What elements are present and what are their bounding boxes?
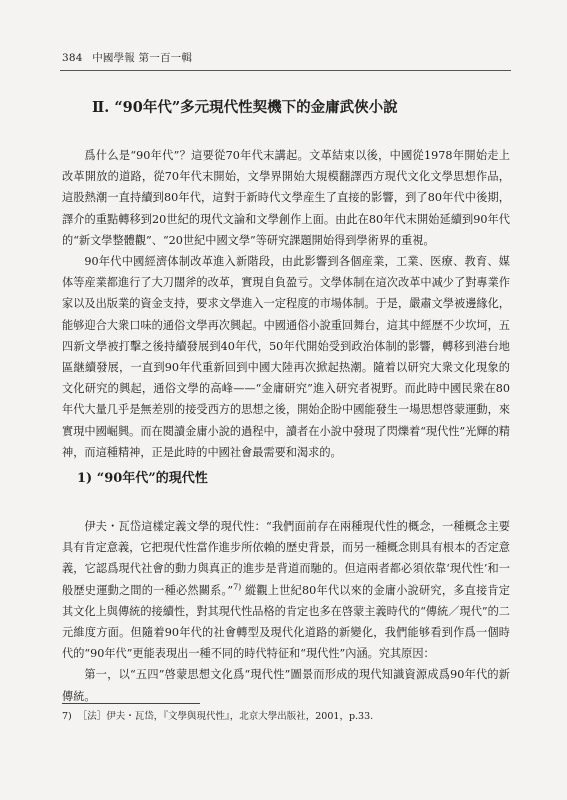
paragraph: 90年代中國經濟体制改革進入新階段，由此影響到各個産業，工業、医療、教育、媒体等産業都進行了大刀闊斧的改革，實現自負盈亏。文學体制在這次改革中减少了對專業作家以及出版業的資金支持，要求文學進入一定程度的市場体制。于是，嚴肅文學被邊緣化，能够迎合大衆口味的通俗文學再次興起。中國通俗小說重回舞台，這其中經歴不少坎坷，五四新文學被打擊之後持續發展到40年代，50年代開始受到政治体制的影響，轉移到港台地區継續發展，一直到90年代重新回到中國大陸再次掀起热潮。隨着以研究大衆文化現象的文化研究的興起，通俗文學的高峰——“金庸研究”進入研究者視野。而此時中國民衆在80年代大量几乎是無差別的接受西方的思想之後，開始企盼中國能發生一場思想啓蒙運動，來實現中國崛興。而在閱讀金庸小說的過程中，讀者在小說中發現了閃爍着“現代性”光輝的精神，而這種精神，正是此時的中國社會最需要和渴求的。 <box>62 255 510 459</box>
footnote-reference[interactable]: 7) <box>233 581 242 591</box>
footnote-text: ［法］伊夫・瓦岱，『文學與現代性』，北京大學出版社，2001，p.33. <box>77 711 374 722</box>
body-text-subsection <box>62 516 510 707</box>
footnote-number: 7) <box>62 711 72 722</box>
footnote <box>62 710 510 724</box>
section-title: Ⅱ. “90年代”多元現代性契機下的金庸武俠小說 <box>92 99 398 116</box>
paragraph-text: 伊夫・瓦岱這樣定義文學的現代性：“我們面前存在兩種現代性的概念，一種概念主要具有肯定意義，它把現代性當作進步所依賴的歴史背景，而另一種概念則具有根本的否定意義，它認爲現代社會的動力與真正的進步是背道而馳的。但這兩者都必須依靠‘現代性’和一般歴史運動之間的一種必然關系。” <box>62 520 510 597</box>
page-number: 384 <box>62 52 83 64</box>
paragraph <box>62 516 510 664</box>
paragraph: 爲什么是“90年代”？這要從70年代末講起。文革結束以後，中國從1978年開始走上改革開放的道路，從70年代末開始，文學界開始大規模翻譯西方現代文化文學思想作品，這股熱潮一直持續到80年代，這對于新時代文學産生了直接的影響，到了80年代中後期，譯介的重點轉移到20世紀的現代文論和文學創作上面。由此在80年代末開始延續到90年代的“新文學整體觀”、“20世紀中國文學”等研究課題開始得到學術界的重視。 <box>62 149 510 247</box>
paragraph: 第一，以“五四”啓蒙思想文化爲“現代性”圖景而形成的現代知識資源成爲90年代的新傳統。 <box>62 668 510 703</box>
footnote-rule <box>62 703 200 704</box>
subsection-title: 1) “90年代”的現代性 <box>77 471 208 486</box>
running-head <box>62 50 192 65</box>
header-rule <box>60 70 511 71</box>
body-text-section <box>62 145 510 463</box>
journal-title: 中國學報 第一百一輯 <box>92 52 193 64</box>
paragraph-text-continued: 縱觀上世紀80年代以來的金庸小說研究，多直接肯定其文化上與傳統的接續性，對其現代性品格的肯定也多在啓蒙主義時代的“傳統／現代”的二元維度方面。但隨着90年代的社會轉型及現代化道路的新變化，我們能够看到作爲一個時代的“90年代”更能表現出一種不同的時代特征和“現代性”內涵。究其原因： <box>62 583 510 661</box>
